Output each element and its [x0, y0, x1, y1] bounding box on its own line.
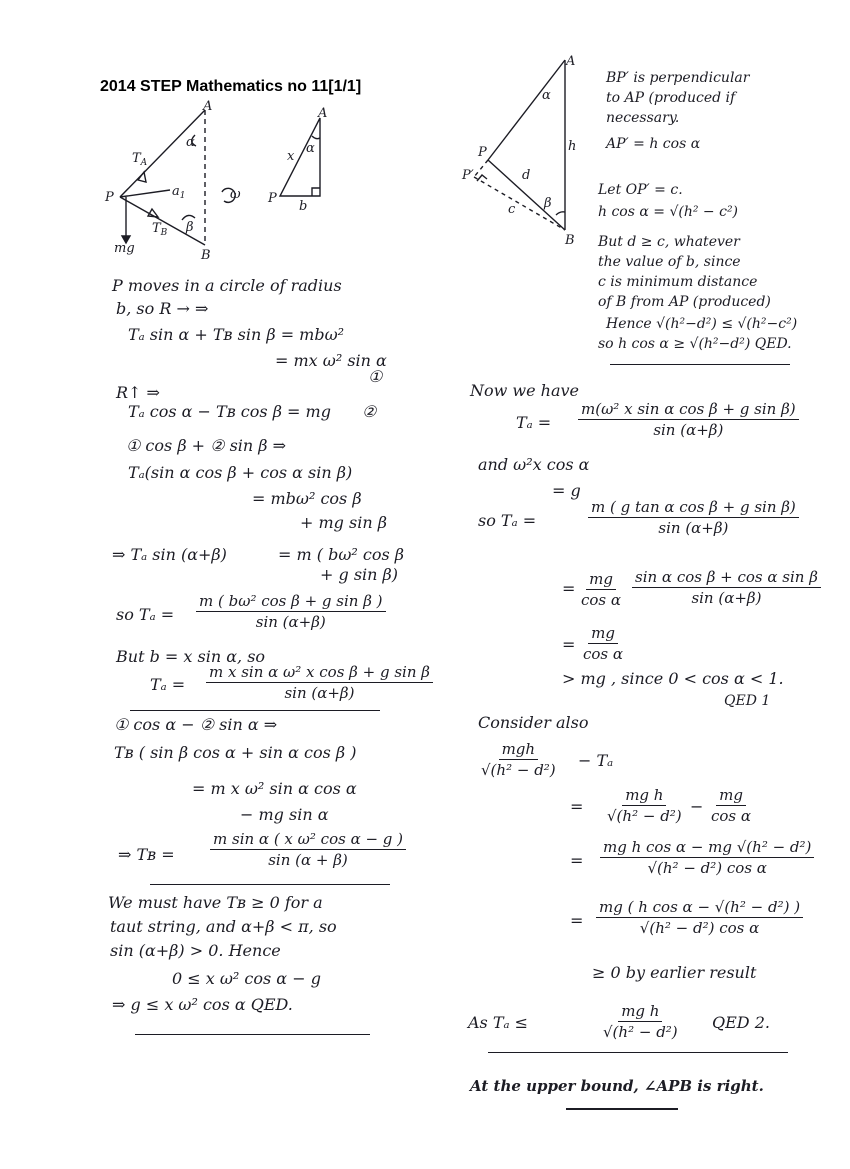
fraction: [210, 830, 406, 869]
text-line: c is minimum distance: [598, 274, 758, 290]
triangle-label-b: b: [299, 199, 308, 214]
numerator: mg ( h cos α − √(h² − d²) ): [596, 898, 803, 918]
equation-label: =: [570, 911, 584, 930]
equation-tag: ①: [368, 367, 383, 386]
text-line: R↑ ⇒: [116, 383, 160, 402]
triangle-label-p: P: [268, 191, 277, 206]
right-label-b: B: [565, 233, 575, 248]
equation-line: = m x ω² sin α cos α: [192, 779, 357, 798]
denominator: √(h² − d²): [607, 807, 682, 825]
denominator: cos α: [583, 645, 624, 663]
text-line: of B from AP (produced): [598, 294, 771, 310]
text-line: ① cos β + ② sin β ⇒: [126, 436, 287, 455]
equation-line: ≥ 0 by earlier result: [592, 963, 757, 982]
fraction: [578, 400, 799, 439]
fraction: [604, 786, 685, 825]
denominator: √(h² − d²): [603, 1023, 678, 1041]
text-line: to AP (produced if: [606, 90, 736, 106]
equation-line: AP′ = h cos α: [606, 136, 701, 152]
equation-label: =: [562, 635, 576, 654]
equation-line: − Tₐ: [578, 751, 614, 770]
denominator: √(h² − d²) cos α: [647, 859, 767, 877]
denominator: sin (α+β): [658, 519, 729, 537]
text-line: BP′ is perpendicular: [606, 70, 750, 86]
numerator: m(ω² x sin α cos β + g sin β): [578, 400, 799, 420]
equation-line: Tₐ sin α + Tʙ sin β = mbω²: [128, 325, 345, 344]
force-diagram: [100, 99, 260, 263]
denominator: sin (α+β): [255, 613, 326, 631]
denominator: cos α: [711, 807, 752, 825]
equation-line: + g sin β): [320, 565, 399, 584]
equation-label: Tₐ =: [516, 413, 552, 432]
equation-line: = mx ω² sin α: [275, 351, 387, 370]
numerator: mgh: [499, 740, 539, 760]
denominator: sin (α+β): [653, 421, 724, 439]
triangle-label-alpha: α: [306, 141, 315, 156]
equation-label: =: [562, 579, 576, 598]
rule: [135, 1034, 370, 1035]
qed-mark: QED 1: [724, 693, 771, 709]
tension-b-label: $T_B$: [152, 221, 168, 238]
rule: [488, 1052, 788, 1053]
denominator: sin (α+β): [691, 589, 762, 607]
diagram-label-p: P: [105, 190, 114, 205]
equation-line: 0 ≤ x ω² cos α − g: [172, 969, 321, 988]
fraction: [578, 570, 624, 609]
fraction: [596, 898, 803, 937]
equation-line: = g: [552, 481, 581, 500]
triangle-diagram: [262, 106, 342, 214]
fraction: [588, 498, 799, 537]
fraction: [632, 568, 821, 607]
text-line: the value of b, since: [598, 254, 741, 270]
equation-label: so Tₐ =: [116, 605, 175, 624]
text-line: P moves in a circle of radius: [112, 276, 342, 295]
equation-line: = m ( bω² cos β: [278, 545, 405, 564]
text-line: ① cos α − ② sin α ⇒: [114, 715, 278, 734]
numerator: mg h cos α − mg √(h² − d²): [600, 838, 814, 858]
right-label-d: d: [522, 168, 531, 183]
equation-line: = mbω² cos β: [252, 489, 362, 508]
weight-label: mg: [114, 241, 135, 256]
numerator: sin α cos β + cos α sin β: [632, 568, 821, 588]
numerator: mg: [716, 786, 746, 806]
text-line: Consider also: [478, 713, 589, 732]
equation-line: h cos α = √(h² − c²): [598, 204, 739, 220]
equation-label: ⇒ Tʙ =: [118, 845, 175, 864]
equation-line: so h cos α ≥ √(h²−d²) QED.: [598, 336, 792, 352]
conclusion-line: At the upper bound, ∠APB is right.: [470, 1077, 764, 1095]
omega-label: ω: [230, 187, 241, 202]
right-label-a: A: [566, 54, 576, 69]
denominator: sin (α+β): [284, 684, 355, 702]
equation-label: Tₐ =: [150, 675, 186, 694]
text-line: Let OP′ = c.: [598, 182, 683, 198]
numerator: mg h: [618, 1002, 662, 1022]
right-label-beta: β: [544, 196, 552, 211]
text-line: Now we have: [470, 381, 580, 400]
rule: [566, 1108, 678, 1110]
numerator: mg h: [622, 786, 666, 806]
text-line: We must have Tʙ ≥ 0 for a: [108, 893, 323, 912]
equation-line: and ω²x cos α: [478, 455, 590, 474]
fraction: [580, 624, 626, 663]
minus-sign: −: [690, 797, 704, 816]
accel-label: $a_1$: [172, 184, 186, 201]
numerator: mg: [586, 570, 616, 590]
numerator: m sin α ( x ω² cos α − g ): [210, 830, 406, 850]
right-label-alpha: α: [542, 88, 551, 103]
rule: [610, 364, 790, 365]
numerator: mg: [588, 624, 618, 644]
denominator: cos α: [581, 591, 622, 609]
rule: [130, 710, 380, 711]
equation-label: so Tₐ =: [478, 511, 537, 530]
alpha-label: α: [186, 135, 195, 150]
numerator: m ( g tan α cos β + g sin β): [588, 498, 799, 518]
triangle-label-a: A: [318, 106, 328, 121]
denominator: √(h² − d²): [481, 761, 556, 779]
rule: [150, 884, 390, 885]
fraction: [196, 592, 386, 631]
right-label-p: P: [478, 145, 487, 160]
equation-line: ⇒ Tₐ sin (α+β): [112, 545, 227, 564]
equation-line: − mg sin α: [240, 805, 329, 824]
perpendicular-diagram: [460, 55, 590, 250]
text-line: taut string, and α+β < π, so: [110, 917, 337, 936]
page-title: 2014 STEP Mathematics no 11[1/1]: [100, 78, 362, 95]
diagram-label-b: B: [201, 248, 211, 263]
text-line: But b = x sin α, so: [116, 647, 266, 666]
tension-a-label: $T_A$: [132, 151, 148, 168]
fraction: [206, 663, 433, 702]
text-line: b, so R → ⇒: [116, 299, 209, 318]
text-line: But d ≥ c, whatever: [598, 234, 740, 250]
numerator: m ( bω² cos β + g sin β ): [196, 592, 386, 612]
right-label-c: c: [508, 202, 516, 217]
numerator: m x sin α ω² x cos β + g sin β: [206, 663, 433, 683]
equation-label: =: [570, 851, 584, 870]
triangle-label-x: x: [287, 149, 295, 164]
equation-line: Tₐ(sin α cos β + cos α sin β): [128, 463, 353, 482]
equation-line: Tₐ cos α − Tʙ cos β = mg: [128, 402, 331, 421]
equation-line: Hence √(h²−d²) ≤ √(h²−c²): [606, 316, 798, 332]
denominator: sin (α + β): [268, 851, 348, 869]
fraction: [708, 786, 754, 825]
text-line: sin (α+β) > 0. Hence: [110, 941, 281, 960]
fraction: [600, 838, 814, 877]
equation-line: ⇒ g ≤ x ω² cos α QED.: [112, 995, 293, 1014]
equation-line: Tʙ ( sin β cos α + sin α cos β ): [114, 743, 357, 762]
equation-label: As Tₐ ≤: [468, 1013, 529, 1032]
equation-label: =: [570, 797, 584, 816]
equation-line: + mg sin β: [300, 513, 387, 532]
beta-label: β: [186, 220, 194, 235]
equation-line: > mg , since 0 < cos α < 1.: [562, 669, 784, 688]
right-label-h: h: [568, 139, 577, 154]
equation-tag: ②: [362, 402, 377, 421]
text-line: necessary.: [606, 110, 680, 126]
fraction: [600, 1002, 681, 1041]
denominator: √(h² − d²) cos α: [639, 919, 760, 937]
right-label-p-prime: P′: [462, 168, 474, 183]
diagram-label-a: A: [203, 99, 213, 114]
fraction: [478, 740, 559, 779]
qed-mark: QED 2.: [712, 1013, 770, 1032]
